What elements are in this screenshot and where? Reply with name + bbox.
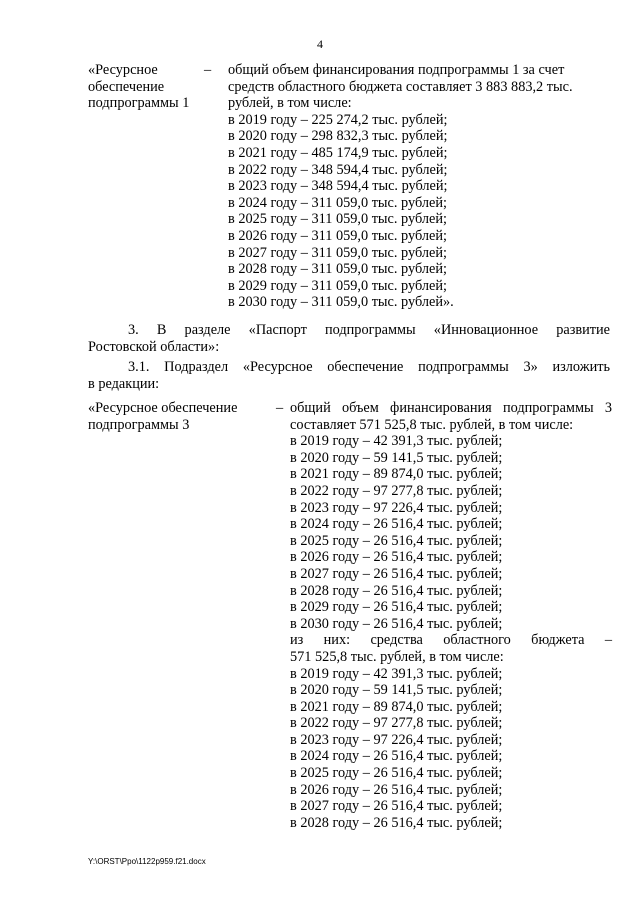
block1-label-line: обеспечение	[88, 78, 165, 95]
block1-label	[88, 62, 198, 112]
block1-year-line: в 2022 году – 348 594,4 тыс. рублей;	[228, 161, 448, 178]
section3-line: Ростовской области»:	[88, 338, 220, 355]
page-number: 4	[317, 37, 323, 51]
block1-year-line: в 2026 году – 311 059,0 тыс. рублей;	[228, 227, 447, 244]
block2-year-line: в 2019 году – 42 391,3 тыс. рублей;	[290, 433, 503, 450]
block1-year-line: в 2020 году – 298 832,3 тыс. рублей;	[228, 128, 448, 145]
block2-sub-year-line: в 2025 году – 26 516,4 тыс. рублей;	[290, 765, 503, 782]
block2-label	[88, 400, 268, 433]
block1-year-line: в 2025 году – 311 059,0 тыс. рублей;	[228, 211, 447, 228]
block2-sub-year-line: в 2023 году – 97 226,4 тыс. рублей;	[290, 731, 503, 748]
block2-sub-year-line: в 2028 году – 26 516,4 тыс. рублей;	[290, 814, 503, 831]
block1-year-line: в 2028 году – 311 059,0 тыс. рублей;	[228, 261, 447, 278]
block1-label-line: подпрограммы 1	[88, 95, 190, 112]
block2-sub-year-line: в 2019 году – 42 391,3 тыс. рублей;	[290, 665, 503, 682]
block2-sub-year-line: в 2020 году – 59 141,5 тыс. рублей;	[290, 682, 503, 699]
block2-sub-year-line: в 2026 году – 26 516,4 тыс. рублей;	[290, 781, 503, 798]
block2-text	[290, 400, 612, 831]
section3-paragraph	[88, 322, 610, 392]
block2-sub-year-line: в 2027 году – 26 516,4 тыс. рублей;	[290, 798, 503, 815]
section3-line: 3. В разделе «Паспорт подпрограммы «Инновационное развитие	[128, 322, 610, 338]
block2-sub-intro-line: из них: средства областного бюджета –	[290, 632, 612, 649]
block2-intro-line: составляет 571 525,8 тыс. рублей, в том числе:	[290, 416, 574, 433]
block2-year-line: в 2025 году – 26 516,4 тыс. рублей;	[290, 532, 503, 549]
block1-year-line: в 2024 году – 311 059,0 тыс. рублей;	[228, 194, 447, 211]
block2-year-line: в 2030 году – 26 516,4 тыс. рублей;	[290, 615, 503, 632]
block2-year-line: в 2024 году – 26 516,4 тыс. рублей;	[290, 516, 503, 533]
block1-intro-line: средств областного бюджета составляет 3 883 883,2 тыс.	[228, 78, 573, 95]
block2-dash: –	[276, 400, 284, 416]
block1-label-line: «Ресурсное	[88, 62, 158, 78]
block2-intro-line: общий объем финансирования подпрограммы 3	[290, 400, 612, 416]
block2-sub-year-line: в 2024 году – 26 516,4 тыс. рублей;	[290, 748, 503, 765]
block2-year-line: в 2021 году – 89 874,0 тыс. рублей;	[290, 466, 503, 483]
block1-year-line: в 2019 году – 225 274,2 тыс. рублей;	[228, 111, 448, 128]
block2-year-line: в 2027 году – 26 516,4 тыс. рублей;	[290, 565, 503, 582]
block2-label-line: подпрограммы 3	[88, 416, 190, 433]
block2-year-line: в 2020 году – 59 141,5 тыс. рублей;	[290, 449, 503, 466]
footer-file-path: Y:\ORST\Ppo\1122p959.f21.docx	[88, 857, 206, 866]
block2-sub-intro-line: 571 525,8 тыс. рублей, в том числе:	[290, 648, 504, 665]
block1-year-line: в 2027 году – 311 059,0 тыс. рублей;	[228, 244, 447, 261]
block2-year-line: в 2022 году – 97 277,8 тыс. рублей;	[290, 482, 503, 499]
section3-line: 3.1. Подраздел «Ресурсное обеспечение подпрограммы 3» изложить	[128, 359, 610, 376]
block2-sub-year-line: в 2021 году – 89 874,0 тыс. рублей;	[290, 698, 503, 715]
block1-year-line: в 2021 году – 485 174,9 тыс. рублей;	[228, 144, 448, 161]
block1-year-line: в 2030 году – 311 059,0 тыс. рублей».	[228, 294, 454, 311]
block2-year-line: в 2029 году – 26 516,4 тыс. рублей;	[290, 599, 503, 616]
block1-text	[228, 62, 616, 311]
block1-dash: –	[204, 62, 212, 78]
block1-intro-line: общий объем финансирования подпрограммы 1 за счет	[228, 62, 565, 78]
block2-year-line: в 2028 году – 26 516,4 тыс. рублей;	[290, 582, 503, 599]
block1-intro-line: рублей, в том числе:	[228, 95, 352, 112]
block2-year-line: в 2026 году – 26 516,4 тыс. рублей;	[290, 549, 503, 566]
block1-year-line: в 2029 году – 311 059,0 тыс. рублей;	[228, 277, 447, 294]
block2-year-line: в 2023 году – 97 226,4 тыс. рублей;	[290, 499, 503, 516]
block2-sub-year-line: в 2022 году – 97 277,8 тыс. рублей;	[290, 715, 503, 732]
block2-label-line: «Ресурсное обеспечение	[88, 400, 238, 416]
section3-line: в редакции:	[88, 375, 160, 392]
block1-year-line: в 2023 году – 348 594,4 тыс. рублей;	[228, 178, 448, 195]
